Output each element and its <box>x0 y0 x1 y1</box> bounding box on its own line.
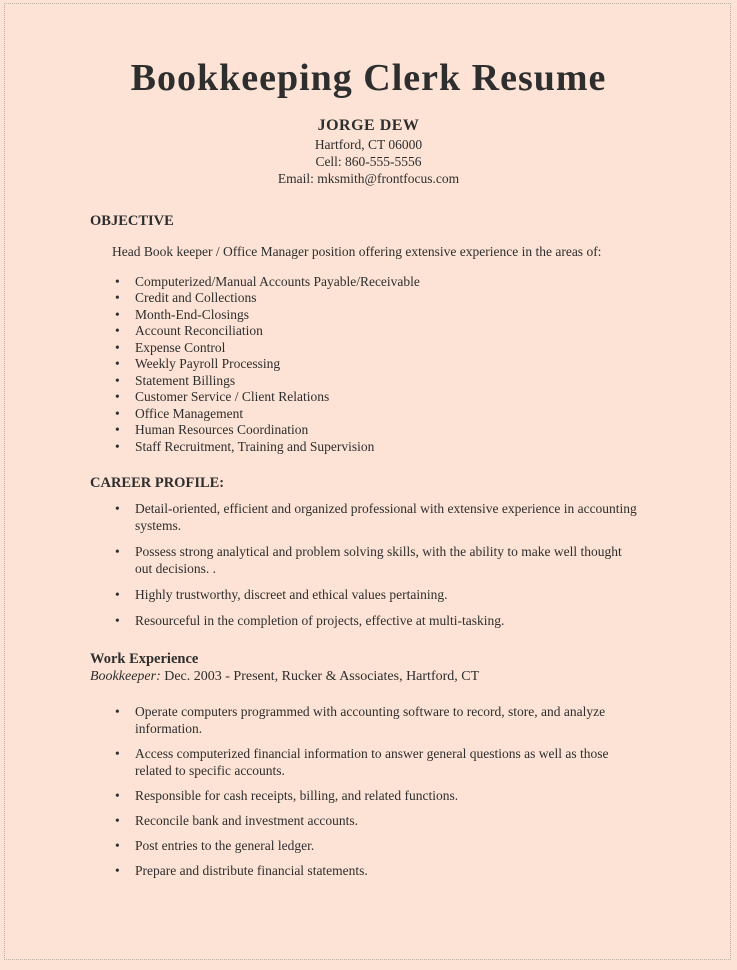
job-detail: Dec. 2003 - Present, Rucker & Associates, Hartford, CT <box>164 669 480 685</box>
work-experience-item: • Operate computers programmed with accounting software to record, store, and analyze information. <box>135 703 642 737</box>
objective-heading: OBJECTIVE <box>90 212 174 229</box>
candidate-cell: Cell: 860-555-5556 <box>315 153 422 169</box>
work-experience-list <box>90 703 642 879</box>
candidate-name: JORGE DEW <box>317 116 420 134</box>
job-title: Bookkeeper: <box>90 669 161 685</box>
objective-item: • Human Resources Coordination <box>135 422 642 439</box>
objective-item: • Office Management <box>135 406 642 423</box>
objective-item: • Staff Recruitment, Training and Supervision <box>135 439 642 456</box>
objective-item: • Statement Billings <box>135 373 642 390</box>
page-title: Bookkeeping Clerk Resume <box>130 57 607 99</box>
candidate-location: Hartford, CT 06000 <box>314 136 423 152</box>
objective-item: • Computerized/Manual Accounts Payable/Receivable <box>135 274 642 291</box>
contact-block <box>0 116 737 187</box>
objective-item: • Month-End-Closings <box>135 307 642 324</box>
work-experience-item: • Post entries to the general ledger. <box>135 837 642 854</box>
objective-item: • Credit and Collections <box>135 290 642 307</box>
work-experience-item: • Access computerized financial information to answer general questions as well as those related to specific accounts. <box>135 745 642 779</box>
candidate-email: Email: mksmith@frontfocus.com <box>277 170 460 186</box>
objective-item: • Expense Control <box>135 340 642 357</box>
work-experience-section <box>90 650 642 879</box>
work-experience-item: • Prepare and distribute financial statements. <box>135 862 642 879</box>
objective-item: • Customer Service / Client Relations <box>135 389 642 406</box>
resume-body <box>0 212 737 880</box>
objective-item: • Weekly Payroll Processing <box>135 356 642 373</box>
work-experience-item: • Reconcile bank and investment accounts. <box>135 812 642 829</box>
objective-section <box>90 212 642 456</box>
work-experience-heading: Work Experience <box>90 651 199 668</box>
career-profile-item: • Detail-oriented, efficient and organized professional with extensive experience in accounting systems. <box>135 500 642 534</box>
career-profile-heading: CAREER PROFILE: <box>90 475 225 492</box>
objective-intro: Head Book keeper / Office Manager position offering extensive experience in the areas of: <box>112 243 602 259</box>
career-profile-section <box>90 474 642 629</box>
career-profile-item: • Resourceful in the completion of projects, effective at multi-tasking. <box>135 612 642 629</box>
job-line <box>90 668 642 686</box>
career-profile-item: • Possess strong analytical and problem solving skills, with the ability to make well thought out decisions. . <box>135 543 642 577</box>
career-profile-list <box>90 500 642 629</box>
work-experience-item: • Responsible for cash receipts, billing, and related functions. <box>135 787 642 804</box>
objective-list <box>90 274 642 456</box>
career-profile-item: • Highly trustworthy, discreet and ethical values pertaining. <box>135 586 642 603</box>
objective-item: • Account Reconciliation <box>135 323 642 340</box>
